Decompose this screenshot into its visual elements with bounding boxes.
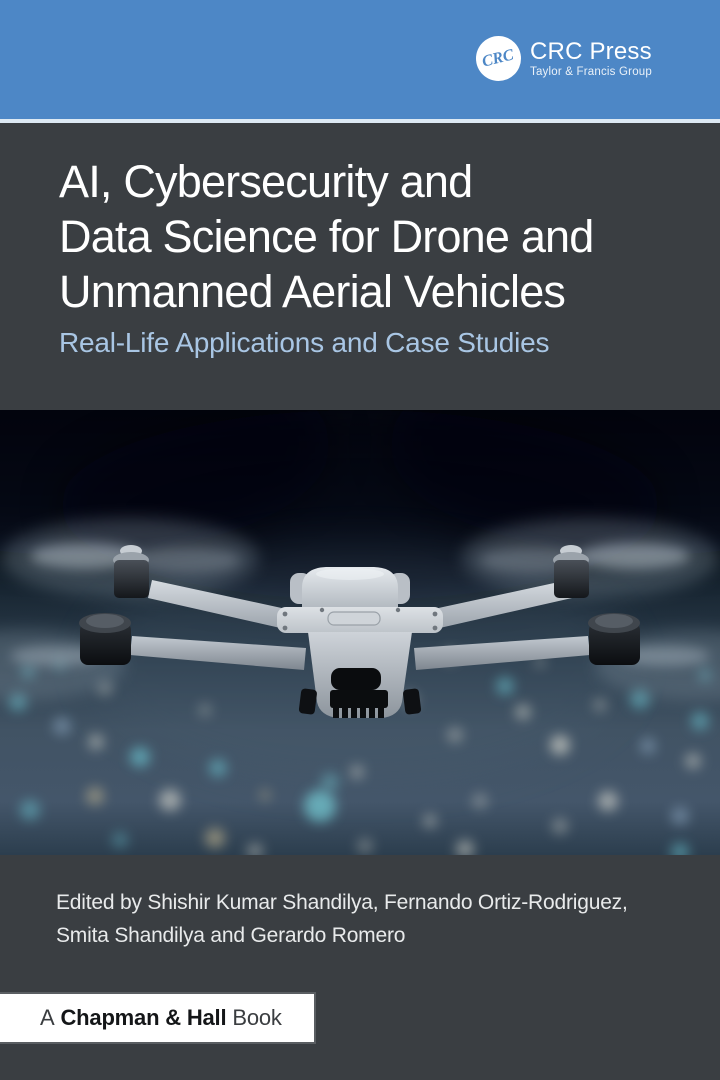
imprint-banner (0, 992, 316, 1044)
front-right-motor (588, 613, 640, 665)
drone-illustration (0, 410, 720, 855)
bokeh-light (198, 703, 212, 717)
bokeh-light (112, 832, 128, 848)
bokeh-light (685, 753, 701, 769)
title-panel (0, 123, 720, 410)
bokeh-light (423, 814, 437, 828)
bokeh-light (598, 791, 618, 811)
editors-line-2: Smita Shandilya and Gerardo Romero (56, 924, 406, 947)
editors-line-1: Edited by Shishir Kumar Shandilya, Fernando Ortiz-Rodriguez, (56, 891, 628, 914)
crc-logo-icon (476, 36, 521, 81)
publisher-name: CRC Press (530, 38, 652, 65)
book-subtitle: Real-Life Applications and Case Studies (59, 327, 550, 358)
bokeh-light (205, 828, 225, 848)
bokeh-light (53, 717, 71, 735)
bokeh-light (515, 704, 531, 720)
bokeh-light (304, 790, 336, 822)
title-line-2: Data Science for Drone and (59, 211, 594, 262)
bokeh-light (550, 735, 570, 755)
publisher-tagline: Taylor & Francis Group (530, 66, 652, 78)
bokeh-light (496, 677, 514, 695)
camera-opening (331, 668, 381, 690)
imprint-prefix: A (40, 1005, 55, 1030)
book-title (59, 154, 594, 319)
bottom-panel (0, 855, 720, 1080)
bokeh-light (671, 807, 689, 825)
front-left-motor (79, 613, 131, 665)
bokeh-light (691, 712, 709, 730)
bokeh-light (472, 793, 488, 809)
crc-monogram: CRC (480, 45, 516, 71)
bokeh-light (159, 789, 181, 811)
imprint-name: Chapman & Hall (60, 1005, 227, 1030)
drone-photo (0, 410, 720, 855)
bokeh-light (357, 838, 373, 854)
bokeh-light (321, 773, 339, 791)
bokeh-light (593, 698, 607, 712)
editors-credit (56, 886, 628, 952)
bokeh-light (209, 759, 227, 777)
right-bumper (403, 688, 422, 715)
bokeh-light (86, 787, 104, 805)
title-line-1: AI, Cybersecurity and (59, 156, 473, 207)
bokeh-light (130, 747, 150, 767)
bokeh-light (259, 789, 271, 801)
publisher-band (0, 0, 720, 119)
bokeh-light (88, 734, 104, 750)
publisher-wordmark (530, 36, 652, 78)
deck-hatch (328, 612, 380, 625)
imprint-suffix: Book (232, 1005, 282, 1030)
bokeh-light (20, 800, 40, 820)
title-line-3: Unmanned Aerial Vehicles (59, 266, 566, 317)
bokeh-light (447, 727, 463, 743)
bokeh-light (350, 765, 364, 779)
bokeh-light (552, 818, 568, 834)
left-bumper (298, 688, 317, 715)
bokeh-light (640, 738, 656, 754)
crc-press-logo (476, 36, 652, 81)
